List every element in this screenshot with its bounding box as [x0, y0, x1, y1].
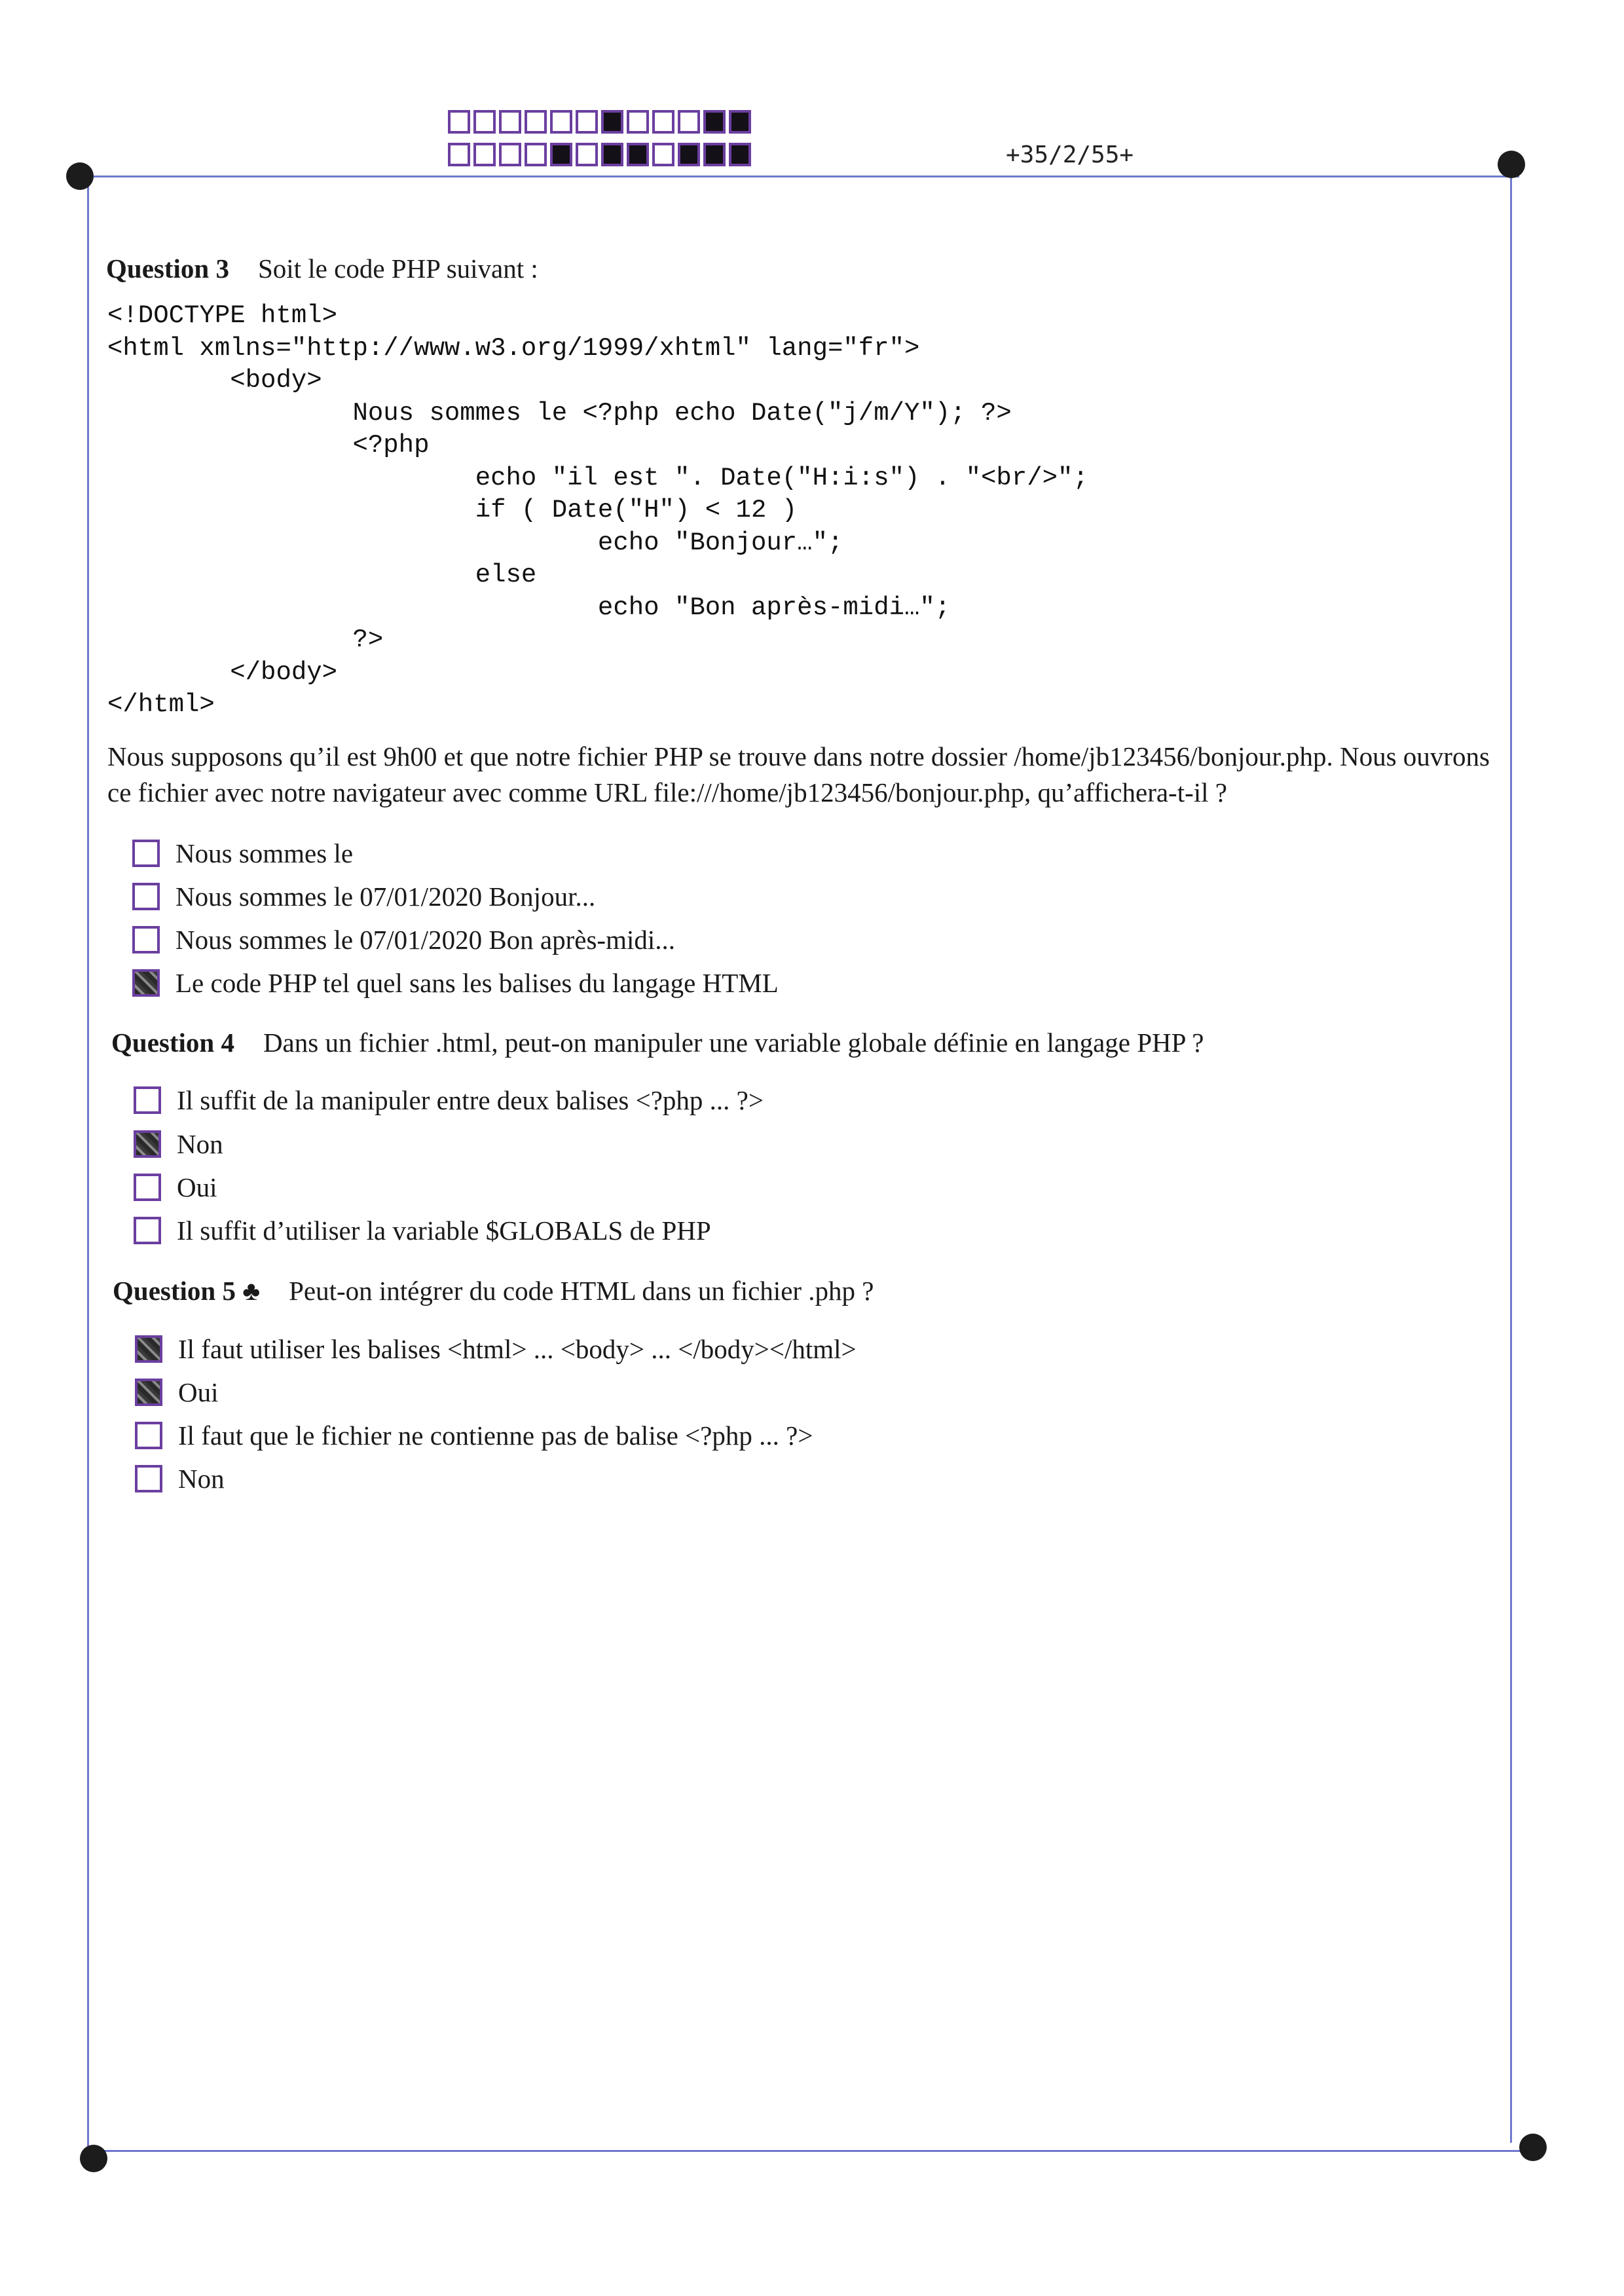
question-5-heading [113, 1275, 874, 1306]
code-cell-filled [729, 110, 751, 134]
code-cell-empty [448, 143, 470, 166]
checkbox[interactable] [134, 1086, 161, 1114]
code-cell-filled [550, 143, 572, 166]
answer-label: Oui [177, 1172, 217, 1202]
frame-bottom [92, 2150, 1532, 2152]
q5-answer-2[interactable] [135, 1377, 219, 1408]
code-cell-empty [652, 143, 674, 166]
q3-answer-1[interactable] [132, 838, 353, 869]
frame-top [79, 176, 1519, 177]
answer-label: Il faut utiliser les balises <html> ... <body> ... </body></html> [178, 1334, 857, 1364]
code-cell-empty [473, 143, 496, 166]
checkbox[interactable] [132, 883, 160, 910]
code-cell-empty [576, 110, 598, 134]
corner-marker-tr [1498, 151, 1525, 178]
answer-label: Il faut que le fichier ne contienne pas de balise <?php ... ?> [178, 1420, 813, 1451]
answer-label: Non [178, 1464, 225, 1494]
corner-marker-br [1519, 2134, 1547, 2161]
question-4-heading [111, 1027, 1204, 1058]
checkbox[interactable] [132, 969, 160, 997]
answer-label: Non [177, 1129, 223, 1159]
frame-left [87, 177, 89, 2155]
question-3-title: Soit le code PHP suivant : [257, 253, 538, 284]
checkbox[interactable] [132, 840, 160, 867]
answer-label: Le code PHP tel quel sans les balises du langage HTML [175, 968, 779, 998]
answer-label: Nous sommes le 07/01/2020 Bonjour... [175, 881, 596, 912]
answer-label: Oui [178, 1377, 219, 1407]
corner-marker-bl [80, 2145, 107, 2172]
checkbox[interactable] [135, 1422, 162, 1449]
q5-answer-3[interactable] [135, 1420, 813, 1451]
question-3-label: Question 3 [106, 253, 229, 284]
code-cell-filled [729, 143, 751, 166]
frame-right [1510, 165, 1512, 2143]
code-cell-empty [499, 143, 521, 166]
q5-answer-4[interactable] [135, 1463, 225, 1494]
question-4-label: Question 4 [111, 1028, 234, 1058]
code-cell-empty [678, 110, 700, 134]
code-cell-empty [652, 110, 674, 134]
q4-answer-3[interactable] [134, 1172, 217, 1203]
q3-answer-4[interactable] [132, 967, 779, 999]
php-code-block: <!DOCTYPE html> <html xmlns="http://www.w3.org/1999/xhtml" lang="fr"> <body> Nous sommes le <?php echo Date("j/m/Y"); ?> <?php echo "il est ". Date("H:i:s") . "<br/>"; if ( Date("H") < 12 ) echo "Bonjour…"; else echo "Bon après-midi…"; ?> </body> </html> [107, 301, 1088, 719]
page-id: +35/2/55+ [1006, 141, 1134, 168]
answer-label: Il suffit d’utiliser la variable $GLOBALS de PHP [177, 1215, 711, 1246]
code-cell-filled [627, 143, 649, 166]
answer-label: Nous sommes le [175, 838, 354, 868]
question-4-title: Dans un fichier .html, peut-on manipuler une variable globale définie en langage PHP ? [263, 1028, 1204, 1058]
question-5-title: Peut-on intégrer du code HTML dans un fichier .php ? [289, 1276, 874, 1306]
binary-code-row-2 [448, 143, 754, 166]
checkbox[interactable] [134, 1217, 161, 1244]
checkbox[interactable] [135, 1335, 162, 1363]
code-cell-filled [703, 110, 726, 134]
q3-answer-3[interactable] [132, 924, 675, 955]
code-cell-filled [703, 143, 726, 166]
checkbox[interactable] [134, 1174, 161, 1201]
code-cell-filled [601, 110, 623, 134]
q4-answer-1[interactable] [134, 1084, 764, 1116]
binary-code-row-1 [448, 110, 754, 134]
answer-label: Nous sommes le 07/01/2020 Bon après-midi... [175, 925, 676, 955]
code-cell-empty [448, 110, 470, 134]
code-cell-empty [499, 110, 521, 134]
code-cell-filled [678, 143, 700, 166]
checkbox[interactable] [134, 1130, 161, 1158]
code-cell-empty [576, 143, 598, 166]
q3-answer-2[interactable] [132, 881, 595, 912]
question-5-label: Question 5 ♣ [113, 1276, 261, 1306]
checkbox[interactable] [135, 1465, 162, 1492]
checkbox[interactable] [132, 926, 160, 954]
answer-label: Il suffit de la manipuler entre deux balises <?php ... ?> [177, 1085, 764, 1115]
q4-answer-4[interactable] [134, 1215, 711, 1246]
code-cell-empty [627, 110, 649, 134]
code-cell-filled [601, 143, 623, 166]
question-3-paragraph: Nous supposons qu’il est 9h00 et que notre fichier PHP se trouve dans notre dossier /home/jb123456/bonjour.php. Nous ouvrons ce fichier avec notre navigateur avec comme URL file:///home/jb123456/bonjour.php, qu’affichera-t-il ? [107, 741, 1490, 807]
code-cell-empty [525, 143, 547, 166]
question-3-heading [106, 253, 538, 284]
code-cell-empty [550, 110, 572, 134]
q4-answer-2[interactable] [134, 1128, 223, 1160]
code-cell-empty [473, 110, 496, 134]
checkbox[interactable] [135, 1379, 162, 1406]
corner-marker-tl [66, 162, 94, 190]
code-cell-empty [525, 110, 547, 134]
q5-answer-1[interactable] [135, 1333, 857, 1365]
